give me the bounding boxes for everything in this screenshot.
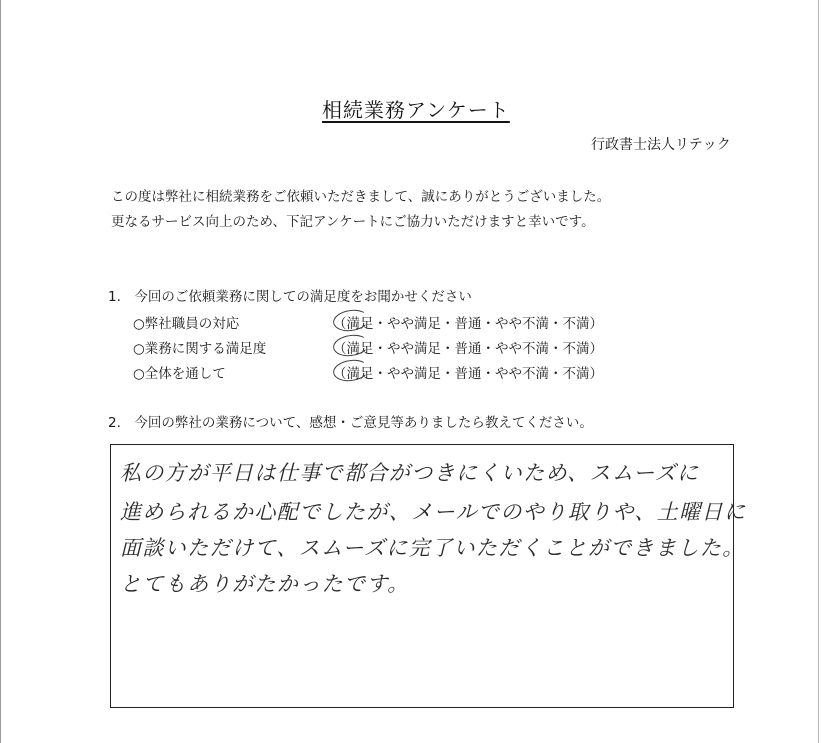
q1-row-label-overall: ○全体を通して — [133, 366, 226, 382]
q1-row-label-service: ○業務に関する満足度 — [133, 341, 267, 357]
q1-row-scale-overall: （満足・やや満足・普通・やや不満・不満） — [333, 366, 603, 382]
company-name: 行政書士法人リテック — [591, 137, 731, 153]
survey-title: 相続業務アンケート — [322, 98, 510, 122]
intro-line-2: 更なるサービス向上のため、下記アンケートにご協力いただけますと幸いです。 — [111, 214, 595, 230]
handwritten-answer-line-2: 進められるか心配でしたが、メールでのやり取りや、土曜日に — [120, 500, 747, 524]
handwritten-answer-line-1: 私の方が平日は仕事で都合がつきにくいため、スムーズに — [120, 461, 700, 485]
intro-line-1: この度は弊社に相続業務をご依頼いただきまして、誠にありがとうございました。 — [111, 189, 611, 205]
handwritten-answer-line-3: 面談いただけて、スムーズに完了いただくことができました。 — [120, 536, 745, 560]
question-2-heading: 2. 今回の弊社の業務について、感想・ご意見等ありましたら教えてください。 — [108, 415, 593, 431]
question-1-heading: 1. 今回のご依頼業務に関しての満足度をお聞かせください — [108, 289, 472, 305]
q1-row-scale-staff: （満足・やや満足・普通・やや不満・不満） — [333, 316, 603, 332]
handwritten-answer-line-4: とてもありがたかったです。 — [120, 572, 410, 596]
page-border-right — [818, 0, 819, 743]
q1-row-label-staff: ○弊社職員の対応 — [133, 316, 240, 332]
q1-row-scale-service: （満足・やや満足・普通・やや不満・不満） — [333, 341, 603, 357]
page-border-left — [0, 0, 1, 743]
